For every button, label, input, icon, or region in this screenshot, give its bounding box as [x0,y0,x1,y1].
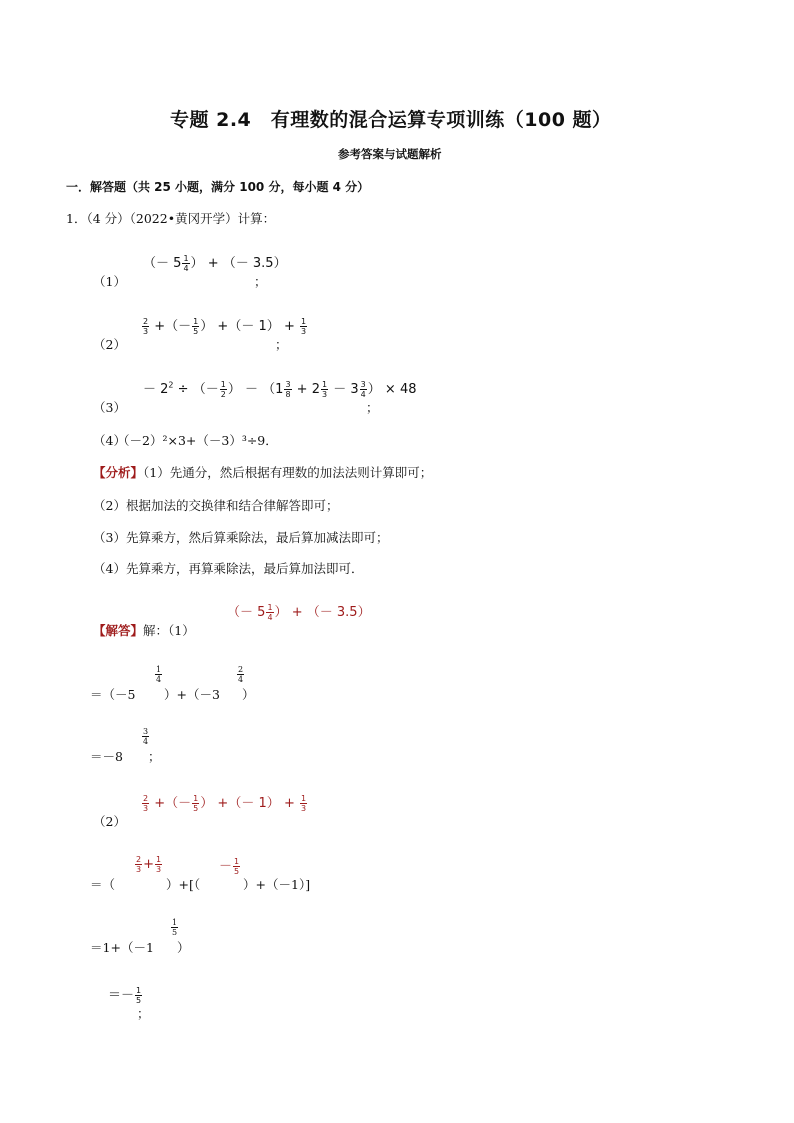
part-2-expression: $\frac{2}{3}$ +（－ $\frac{1}{5}$ ） +（－ 1） + $\frac{1}{3}$ [143,317,307,336]
part-3-expression: － $2^2$ ÷ （－ $\frac{1}{2}$ ） － （1 $\frac{3}{8}$ + 2 $\frac{1}{3}$ － 3 $\frac{3}{4}$ ） × 48 [143,380,417,399]
solution-2-step-2-end: ） [177,940,190,955]
solution-1-step-2-frac: $\frac{3}{4}$ [143,727,149,746]
solution-1-step-2: ＝－8 [90,749,123,764]
solution-2-step-3-end: ； [137,1006,150,1021]
part-3-end: ； [366,400,379,415]
solution-1-expression: （－ 5 $\frac{1}{4}$ ） + （－ 3.5） [227,603,371,622]
solution-intro: 【解答】解：（1） [93,623,195,638]
solution-2-step-1-mid: ）+[（ [166,877,201,892]
analysis-line-2: （2）根据加法的交换律和结合律解答即可； [93,498,339,513]
solution-2-step-1-end: ）+（－1）] [243,877,311,892]
part-4-label: （4） [93,433,126,448]
part-4-expression: （－2）²×3+（－3）³÷9． [117,433,278,448]
part-3-label: （3） [93,400,126,415]
part-2-end: ； [275,337,288,352]
part-1-expression: （－ 5 $\frac{1}{4}$ ） + （－ 3.5） [143,254,287,273]
solution-2-step-2-frac: $\frac{1}{5}$ [172,918,178,937]
part-1-end: ； [254,274,267,289]
solution-2-step-1-group: $\frac{2}{3}$ + $\frac{1}{3}$ [136,855,162,874]
solution-2-step-3: ＝－ $\frac{1}{5}$ [108,986,142,1005]
analysis-line-1: 【分析】（1）先通分，然后根据有理数的加法法则计算即可； [93,465,433,480]
analysis-tag: 【分析】 [93,465,144,480]
question-stem: 1．（4 分）（2022•黄冈开学）计算： [66,211,276,226]
part-1-label: （1） [93,274,126,289]
solution-2-step-2: ＝1+（－1 [90,940,154,955]
section-heading: 一．解答题（共 25 小题，满分 100 分，每小题 4 分） [66,180,370,194]
solution-2-step-1-frac: － $\frac{1}{5}$ [219,857,240,876]
solution-1-step-2-end: ； [148,749,161,764]
solution-1-step-1-mid: ）+（－3 [164,687,220,702]
solution-1-step-1-frac-b: $\frac{2}{4}$ [238,665,244,684]
page-title: 专题 2.4 有理数的混合运算专项训练（100 题） [170,109,612,131]
solution-1-step-1: ＝（－5 [90,687,136,702]
solution-2-label: （2） [93,814,126,829]
page-subtitle: 参考答案与试题解析 [338,147,442,161]
analysis-line-3: （3）先算乘方，然后算乘除法，最后算加减法即可； [93,530,389,545]
solution-2-step-1: ＝（ [90,877,116,892]
solution-tag: 【解答】 [93,623,144,638]
solution-1-step-1-frac-a: $\frac{1}{4}$ [156,665,162,684]
part-2-label: （2） [93,337,126,352]
solution-2-expression: $\frac{2}{3}$ +（－ $\frac{1}{5}$ ） +（－ 1） + $\frac{1}{3}$ [143,794,307,813]
analysis-line-4: （4）先算乘方，再算乘除法，最后算加法即可． [93,561,364,576]
solution-1-step-1-end: ） [242,687,255,702]
